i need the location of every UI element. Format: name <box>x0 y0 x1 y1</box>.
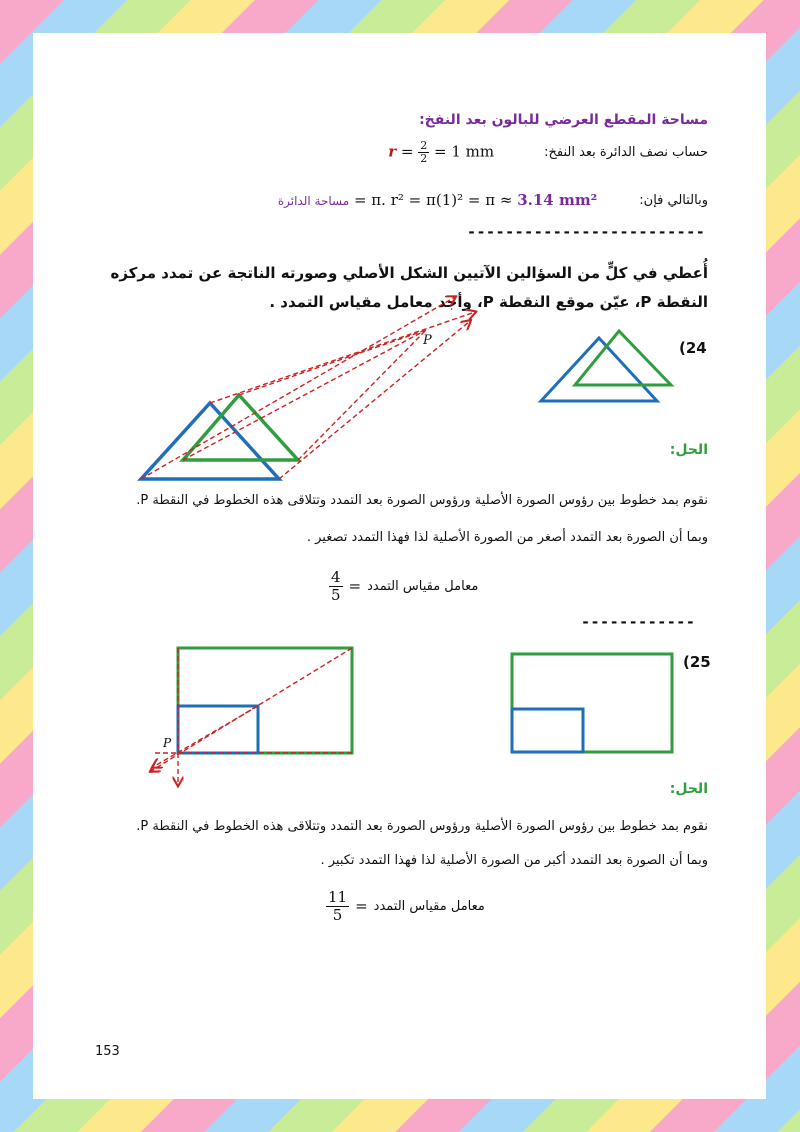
radius-label: حساب نصف الدائرة بعد النفخ: <box>544 145 708 161</box>
solution-24-line-2: وبما أن الصورة بعد التمدد أصغر من الصورة الأصلية لذا فهذا التمدد تصغير . <box>306 530 708 545</box>
therefore-label: وبالتالي فإن: <box>639 192 708 208</box>
solution-25-line-2: وبما أن الصورة بعد التمدد أكبر من الصورة الأصلية لذا فهذا التمدد تكبير . <box>320 853 708 868</box>
area-equation: مساحة الدائرة = π. r² = π(1)² = π ≈ 3.14 mm² <box>277 191 598 209</box>
point-p-label-24: P <box>423 333 432 348</box>
solution-24-line-1: نقوم بمد خطوط بين رؤوس الصورة الأصلية ورؤوس الصورة بعد التمدد وتتلاقى هذه الخطوط في النقطة P. <box>136 493 708 508</box>
scale-factor-25: $\frac{11}{5}$ = معامل مقياس التمدد <box>328 888 485 924</box>
separator-2: ------------ <box>581 613 696 631</box>
page-sheet <box>33 33 766 1099</box>
page-number: 153 <box>95 1044 120 1059</box>
scale-factor-24: $\frac{4}{5}$ = معامل مقياس التمدد <box>331 568 479 604</box>
solution-label-24: الحل: <box>669 442 708 458</box>
solution-25-line-1: نقوم بمد خطوط بين رؤوس الصورة الأصلية ورؤوس الصورة بعد التمدد وتتلاقى هذه الخطوط في النقطة P. <box>136 819 708 834</box>
area-heading: مساحة المقطع العرضي للبالون بعد النفخ: <box>419 112 708 128</box>
question-25-number: (25 <box>683 653 711 671</box>
q25-large-green-rect-solution <box>178 648 352 753</box>
separator-1: ------------------------- <box>467 223 706 241</box>
radius-equation: r = $\frac{2}{2}$ = 1 mm <box>388 139 495 166</box>
solution-label-25: الحل: <box>669 781 708 797</box>
question-24-number: (24 <box>679 339 707 357</box>
instruction-text: أُعطي في كلٍّ من السؤالين الآتيين الشكل الأصلي وصورته الناتجة عن تمدد مركزه النقطة P، عيّن موقع النقطة P، وأجد معامل مقياس التمدد . <box>110 264 708 311</box>
q25-solution-figure <box>33 33 766 793</box>
point-p-label-25: P <box>163 736 172 750</box>
